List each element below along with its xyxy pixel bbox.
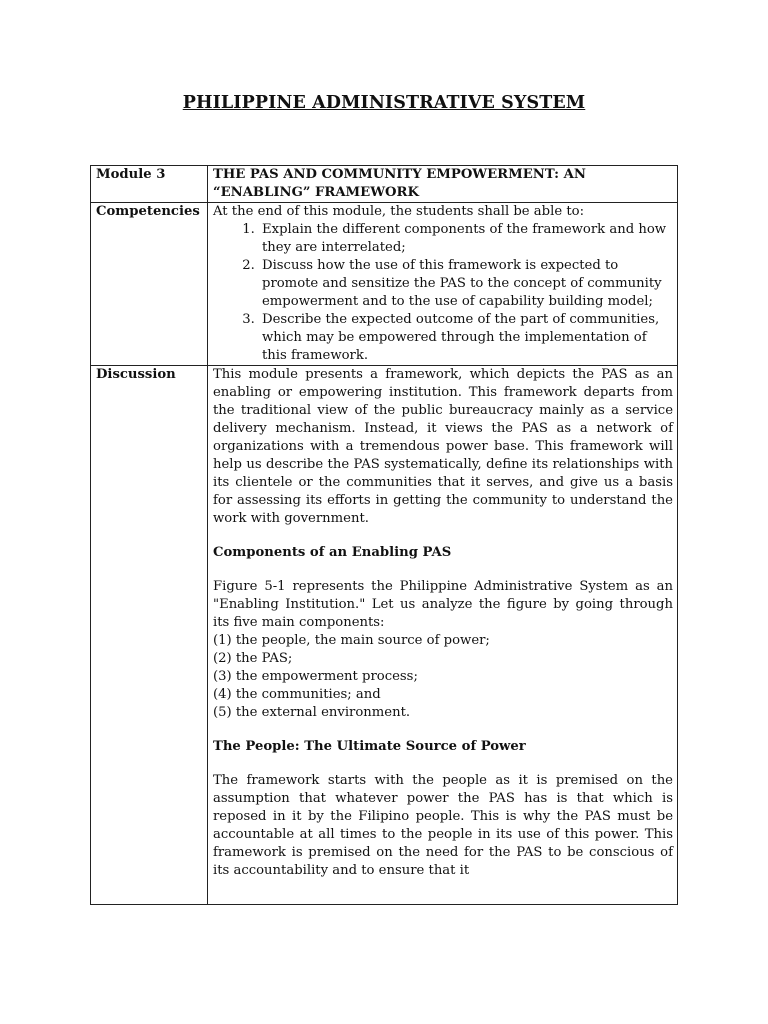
module-table — [90, 165, 678, 905]
competencies-row — [91, 203, 678, 366]
module-label: Module 3 — [91, 166, 208, 203]
discussion-paragraph: Figure 5-1 represents the Philippine Administrative System as an "Enabling Institution." Let us analyze the figure by going through its five main components: — [213, 579, 673, 630]
discussion-paragraph: This module presents a framework, which depicts the PAS as an enabling or empowering institution. This framework departs from the traditional view of the public bureaucracy mainly as a service delivery mechanism. Instead, it views the PAS as a network of organizations with a tremendous power base. This framework will help us describe the PAS systematically, define its relationships with its clientele or the communities that it serves, and give us a basis for assessing its efforts in getting the community to understand the work with government. — [213, 367, 673, 526]
module-row — [91, 166, 678, 203]
competencies-list — [213, 221, 673, 365]
competencies-label: Competencies — [91, 203, 208, 366]
module-heading — [208, 166, 678, 203]
section-heading: Components of an Enabling PAS — [213, 545, 452, 560]
component-item: (3) the empowerment process; — [213, 669, 418, 684]
discussion-paragraph: The framework starts with the people as it is premised on the assumption that whatever power the PAS has is that which is reposed in it by the Filipino people. This is why the PAS must be accountable at all times to the people in its use of this power. This framework is premised on the need for the PAS to be conscious of its accountability and to ensure that it — [213, 773, 673, 878]
discussion-label: Discussion — [91, 366, 208, 905]
component-item: (5) the external environment. — [213, 705, 411, 720]
competencies-content — [208, 203, 678, 366]
competency-item: 2. Discuss how the use of this framework is expected to promote and sensitize the PAS to the concept of community empowerment and to the use of capability building model; — [259, 257, 673, 311]
competencies-intro: At the end of this module, the students shall be able to: — [213, 204, 585, 219]
section-heading: The People: The Ultimate Source of Power — [213, 739, 526, 754]
competency-item: 3. Describe the expected outcome of the part of communities, which may be empowered through the implementation of this framework. — [259, 311, 673, 365]
component-item: (2) the PAS; — [213, 651, 293, 666]
discussion-row — [91, 366, 678, 905]
competency-item: 1. Explain the different components of the framework and how they are interrelated; — [259, 221, 673, 257]
module-heading-line2: “ENABLING” FRAMEWORK — [213, 185, 419, 200]
components-list — [213, 632, 673, 722]
component-item: (1) the people, the main source of power; — [213, 633, 490, 648]
component-item: (4) the communities; and — [213, 687, 381, 702]
module-heading-line1: THE PAS AND COMMUNITY EMPOWERMENT: AN — [213, 167, 586, 182]
page-title: PHILIPPINE ADMINISTRATIVE SYSTEM — [182, 93, 586, 113]
discussion-content — [208, 366, 678, 905]
